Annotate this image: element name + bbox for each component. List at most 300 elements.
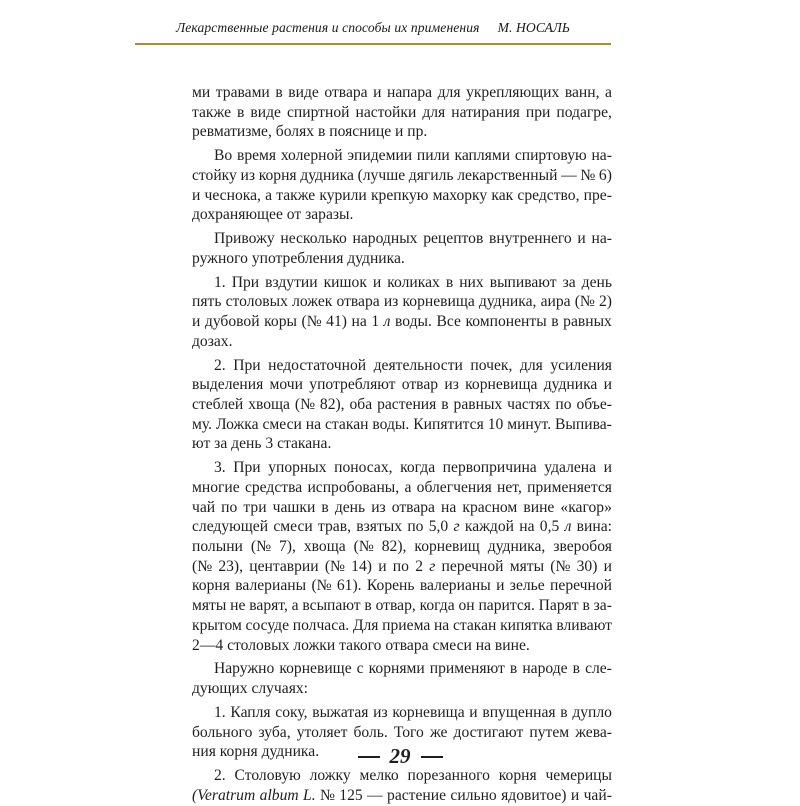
word: При [233, 356, 261, 374]
word: (лучше [357, 166, 406, 184]
word: по [392, 557, 409, 575]
word: курили [319, 186, 367, 204]
text-line [192, 703, 612, 723]
word: жева- [575, 723, 612, 741]
text-line [192, 616, 612, 636]
word: и [603, 459, 612, 477]
word: на [475, 636, 495, 654]
word: первопричина [442, 459, 537, 477]
word: болях [275, 123, 318, 141]
word: (№ [324, 557, 345, 575]
word: как [491, 186, 514, 204]
word: 2. [214, 767, 226, 785]
word: них [459, 273, 484, 291]
word: вливают [556, 616, 612, 634]
word: чеснока, [204, 186, 261, 204]
word: мяты [509, 557, 545, 575]
word: пять [192, 293, 222, 311]
word: оба [349, 396, 373, 414]
word: и [395, 123, 408, 141]
word: день [334, 498, 366, 516]
word: стакан [325, 415, 369, 433]
word: дующих [192, 680, 252, 698]
text-line [192, 415, 612, 435]
word: корневище [279, 660, 352, 678]
word: «кагор» [560, 498, 612, 516]
word: удалена [544, 459, 597, 477]
word: на [441, 498, 457, 516]
word: album [259, 786, 299, 804]
text-line [192, 636, 612, 656]
word: зелье [509, 577, 545, 595]
word: 23), [218, 557, 243, 575]
word: боль. [353, 723, 388, 741]
word: компоненты [465, 313, 547, 331]
word: а [605, 84, 612, 101]
word: из [444, 376, 459, 394]
word: деятельности [373, 356, 463, 374]
word: № [319, 786, 335, 804]
word: корня [192, 577, 230, 595]
word: смеси [432, 636, 476, 654]
word: дудника, [478, 293, 537, 311]
word: минут. [507, 415, 552, 433]
word: корневища [465, 376, 538, 394]
word: 0,5 [539, 518, 560, 536]
text-line [192, 596, 612, 616]
word: смеси [262, 415, 302, 433]
word: 82), [319, 396, 345, 414]
word: 2 [415, 557, 423, 575]
word: полчаса. [292, 616, 350, 634]
word: частях [507, 396, 551, 414]
word: сле- [585, 660, 612, 678]
text-line [192, 537, 612, 557]
word: центаврии [249, 557, 319, 575]
word: столовых [227, 636, 294, 654]
word: и [378, 557, 387, 575]
word: также [192, 103, 231, 121]
word: Корень [366, 577, 415, 595]
word: по [555, 396, 572, 414]
word: и [570, 786, 580, 804]
text-line [192, 576, 612, 596]
text-line [192, 659, 612, 679]
word: на- [591, 230, 612, 248]
word: красном [462, 498, 518, 516]
word: 61). [336, 577, 362, 595]
word: хвоща [248, 396, 290, 414]
word: по [407, 518, 424, 536]
word: такого [339, 636, 386, 654]
word: виде [250, 103, 281, 121]
word: в [364, 597, 372, 615]
word: а [265, 186, 273, 204]
word: подагре, [556, 103, 612, 121]
text-line [192, 458, 612, 478]
word: г [453, 518, 460, 536]
text-line [192, 312, 612, 332]
word: для [437, 84, 461, 101]
word: на- [591, 147, 612, 165]
word: также [276, 186, 316, 204]
word: ванн, [564, 84, 600, 101]
word: для [422, 103, 446, 121]
word: мелко [359, 767, 399, 785]
text-line [192, 146, 612, 166]
word: когда [400, 459, 436, 477]
text-line [192, 273, 612, 293]
word: когда [419, 597, 455, 615]
word: 6) [598, 166, 612, 184]
body-text [192, 83, 612, 806]
word: Столовую [234, 767, 301, 785]
page-number-value: 29 [389, 744, 411, 768]
word: (№ [250, 538, 271, 556]
word: 5,0 [428, 518, 449, 536]
word: крытом [192, 616, 242, 634]
word: Парят [538, 597, 579, 615]
word: г [429, 557, 436, 575]
header-author: М. НОСАЛЬ [497, 20, 571, 35]
word: с [356, 660, 364, 678]
word: применяется [527, 479, 612, 496]
word: не [230, 597, 246, 615]
text-line [192, 786, 612, 806]
text-line [192, 186, 612, 206]
word: за [214, 435, 232, 453]
text-line [192, 229, 612, 249]
word: корня [219, 743, 262, 761]
word: (№ [301, 313, 322, 331]
word: средства [244, 479, 303, 496]
word: 2) [598, 293, 612, 311]
word: кипятка [500, 616, 553, 634]
word: зверобоя [553, 538, 612, 556]
word: применяют [429, 660, 505, 678]
word: 1 [371, 313, 380, 331]
word: Ложка [215, 415, 259, 433]
word: чашки [272, 498, 316, 516]
folio-dash-right [421, 756, 443, 758]
word: вздутии [265, 273, 318, 291]
word: парится. [478, 597, 535, 615]
word: ложки [293, 636, 340, 654]
text-line [192, 478, 612, 498]
word: чемерицы [545, 767, 612, 785]
word: выжатая [312, 703, 369, 721]
word: 82), [381, 538, 407, 556]
word: травами [215, 84, 270, 101]
word: для [519, 356, 543, 374]
word: л [564, 518, 572, 536]
word: 14) [351, 557, 372, 575]
word: стакана. [277, 435, 332, 453]
word: полыни [192, 538, 243, 556]
word: в [560, 703, 568, 721]
running-header [135, 18, 611, 42]
word: 1. [214, 703, 226, 721]
word: Привожу [214, 230, 275, 248]
word: средство, [517, 186, 580, 204]
text-line [192, 83, 612, 103]
word: стеблей [192, 396, 244, 414]
word: (№ [550, 557, 571, 575]
word: дягиль [408, 166, 454, 184]
word: в [509, 660, 518, 678]
word: народных [352, 230, 418, 248]
word: валерианы [419, 577, 491, 595]
word: каплями [454, 147, 511, 165]
word: корня [258, 166, 297, 184]
page-number [0, 744, 800, 769]
word: по [221, 498, 238, 516]
word: крепкую [370, 186, 429, 204]
word: достигают [453, 723, 524, 741]
word: отвара [385, 636, 433, 654]
word: корневищ [414, 538, 480, 556]
word: впущенная [482, 703, 556, 721]
word: пили [416, 147, 450, 165]
word: на [433, 616, 450, 634]
word: облегчения [416, 479, 492, 496]
text-line [192, 766, 612, 786]
word: ядовитое) [501, 786, 567, 804]
word: трав, [317, 518, 351, 536]
word: отвара [336, 293, 380, 311]
word: ложек [292, 293, 333, 311]
word: 10 [487, 415, 504, 433]
word: 30) [576, 557, 598, 575]
word: отвара [391, 498, 435, 516]
word: ружного [192, 249, 252, 267]
word: следующей [192, 518, 269, 536]
text-line [192, 332, 612, 352]
word: 1. [214, 273, 226, 291]
word: чай [192, 498, 216, 516]
word: за [562, 273, 576, 291]
header-rule [135, 43, 611, 45]
word: в [237, 103, 245, 121]
word: воды. [395, 313, 432, 331]
text-line [192, 557, 612, 577]
word: зуба, [258, 723, 291, 741]
word: столовых [225, 293, 288, 311]
header-title: Лекарственные растения и способы их применения [175, 20, 480, 35]
word: стакан [452, 616, 497, 634]
word: растение [387, 786, 447, 804]
word: корня [498, 767, 537, 785]
word: путем [529, 723, 570, 741]
word: дудника, [487, 538, 546, 556]
word: и [496, 577, 505, 595]
word: народе [522, 660, 568, 678]
word: дудника. [261, 743, 320, 761]
word: и [603, 557, 612, 575]
word: почек, [470, 356, 513, 374]
word: объе- [576, 396, 612, 414]
word: Для [352, 616, 379, 634]
word: выделения [192, 376, 264, 394]
word: пояснице [329, 123, 396, 141]
text-line [192, 375, 612, 395]
word: на [351, 313, 367, 331]
word: Наружно [214, 660, 275, 678]
word: холерной [280, 147, 343, 165]
word: больного [192, 723, 253, 741]
word: корневища [402, 293, 475, 311]
word: и [603, 376, 612, 394]
text-line [192, 122, 612, 142]
word: хвоща [303, 538, 346, 556]
word: три [243, 498, 267, 516]
text-line [192, 723, 612, 743]
word: аира [540, 293, 571, 311]
word: мочи [269, 376, 303, 394]
word: Все [436, 313, 461, 331]
word: ревматизме, [192, 123, 276, 141]
word: 41) [326, 313, 347, 331]
word: вине [523, 498, 555, 516]
word: дудника [300, 166, 354, 184]
word: 7), [278, 538, 296, 556]
word: дохраняющее [192, 206, 287, 224]
word: коликах [387, 273, 440, 291]
text-line [192, 395, 612, 415]
word: растения [377, 396, 437, 414]
word: валерианы [235, 577, 307, 595]
word: вине. [494, 636, 530, 654]
word: в [582, 597, 590, 615]
word: му. [192, 415, 213, 433]
word: случаях: [251, 680, 309, 698]
word: 2—4 [192, 636, 228, 654]
word: № [580, 166, 596, 184]
word: чай- [583, 786, 612, 804]
word: дубовой [204, 313, 260, 331]
word: испробованы, [307, 479, 400, 496]
word: и [192, 313, 201, 331]
word: и [372, 273, 382, 291]
word: отвар, [375, 597, 416, 615]
word: в [275, 84, 283, 101]
word: Того [393, 723, 424, 741]
word: на [519, 518, 535, 536]
word: стойку [192, 166, 237, 184]
word: а [404, 479, 412, 496]
word: в [445, 273, 454, 291]
word: всыпают [302, 597, 361, 615]
word: рецептов [423, 230, 484, 248]
word: соку, [275, 703, 308, 721]
word: упорных [268, 459, 327, 477]
word: утоляет [296, 723, 348, 741]
word: отвар [401, 376, 439, 394]
word: пре- [583, 186, 612, 204]
word: и [469, 703, 478, 721]
word: дупло [572, 703, 612, 721]
word: ложку [309, 767, 351, 785]
word: (№ [353, 538, 374, 556]
word: на [305, 415, 322, 433]
word: в [551, 313, 559, 331]
word: перечной [550, 577, 612, 595]
text-line [192, 434, 612, 454]
word: мяты [192, 597, 227, 615]
word: недостаточной [268, 356, 367, 374]
word: отвара [324, 84, 368, 101]
word: поносах, [334, 459, 393, 477]
word: махорку [432, 186, 488, 204]
word: коры [264, 313, 297, 331]
word: многие [192, 479, 240, 496]
text-line [192, 292, 612, 312]
word: 3. [214, 459, 226, 477]
word: равных [453, 396, 503, 414]
word: 125 [339, 786, 363, 804]
word: настойки [355, 103, 417, 121]
word: от [286, 206, 306, 224]
word: из [240, 166, 256, 184]
word: пр. [407, 123, 428, 141]
word: заразы. [305, 206, 354, 224]
word: перечной [441, 557, 504, 575]
word: при [525, 103, 551, 121]
word: L. [303, 786, 316, 804]
word: лекарственный [457, 166, 558, 184]
word: он [458, 597, 475, 615]
word: укрепляющих [466, 84, 560, 101]
word: спиртной [286, 103, 350, 121]
word: дозах. [192, 332, 233, 350]
word: ют [192, 435, 215, 453]
text-line [192, 205, 612, 225]
word: л [383, 313, 391, 331]
word: дудника. [347, 249, 405, 267]
word: (№ [311, 577, 332, 595]
text-line [192, 517, 612, 537]
word: корнями [368, 660, 425, 678]
word: употребляют [309, 376, 396, 394]
word: Во [214, 147, 233, 165]
word: нет, [497, 479, 522, 496]
word: в [321, 498, 329, 516]
word: спиртовую [514, 147, 587, 165]
word: (№ [294, 396, 315, 414]
word: взятых [356, 518, 403, 536]
word: из [371, 498, 386, 516]
word: же [429, 723, 448, 741]
word: и [373, 84, 382, 101]
word: каждой [464, 518, 514, 536]
word: за- [593, 597, 612, 615]
word: эпидемии [347, 147, 413, 165]
word: Кипятится [413, 415, 484, 433]
word: вина: [576, 518, 612, 536]
word: и [577, 230, 586, 248]
word: корневища [392, 703, 465, 721]
word: и [192, 186, 201, 204]
text-line [192, 103, 612, 123]
text-line [192, 356, 612, 376]
word: в [572, 660, 581, 678]
word: (Veratrum [192, 786, 256, 804]
word: в [441, 396, 449, 414]
word: виде [288, 84, 319, 101]
word: — [367, 786, 383, 804]
word: употребления [251, 249, 348, 267]
folio-dash-left [358, 756, 380, 758]
